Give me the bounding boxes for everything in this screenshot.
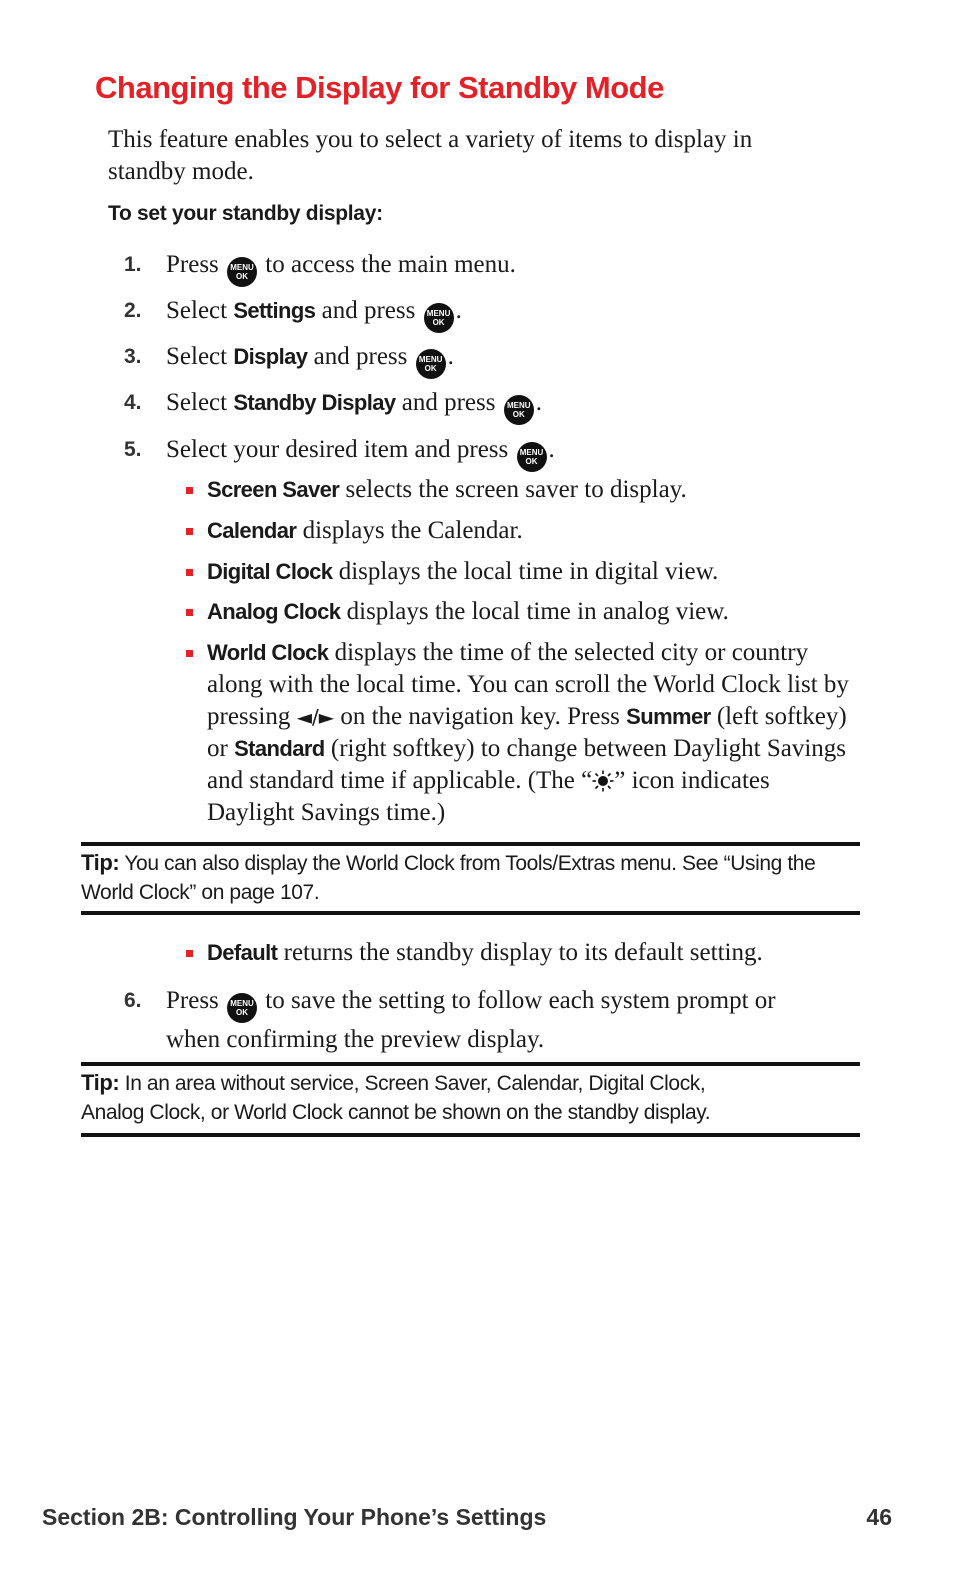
tip-box-2: Tip: In an area without service, Screen Saver, Calendar, Digital Clock, Analog Clock, or World Clock cannot be shown on the standby display. [81,1070,711,1124]
tip-bottom-rule [81,1133,860,1137]
nav-left-right-keys-icon: ◄/► [296,705,335,729]
menu-ok-key-icon: MENU OK [227,257,257,287]
procedure-heading: To set your standby display: [108,202,383,225]
step-number: 6. [124,989,142,1012]
bullet-square-icon [186,609,193,616]
step-number: 4. [124,391,142,414]
menu-ok-key-icon: MENU OK [424,303,454,333]
step-number: 3. [124,345,142,368]
tip-box-1: Tip: You can also display the World Clock from Tools/Extras menu. See “Using the World Clock” on page 107. [81,850,816,904]
bullet-square-icon [186,950,193,957]
tip-label: Tip: [81,850,120,875]
step-number: 1. [124,253,142,276]
bullet-square-icon [186,650,193,657]
page-number: 46 [866,1504,892,1530]
page-footer [42,1504,892,1531]
menu-item-name: Standby Display [233,390,396,415]
menu-item-name: Display [233,344,308,369]
menu-item-name: Settings [233,298,316,323]
bullet-square-icon [186,569,193,576]
tip-label: Tip: [81,1070,120,1095]
tip-top-rule [81,842,860,846]
menu-ok-key-icon: MENU OK [416,349,446,379]
menu-ok-key-icon: MENU OK [517,442,547,472]
step-number: 2. [124,299,142,322]
bullet-square-icon [186,528,193,535]
daylight-savings-sun-icon [592,770,614,792]
menu-ok-key-icon: MENU OK [504,395,534,425]
bullet-square-icon [186,487,193,494]
tip-bottom-rule [81,911,860,915]
intro-paragraph: This feature enables you to select a variety of items to display in standby mode. [108,126,753,185]
section-title: Section 2B: Controlling Your Phone’s Settings [42,1504,547,1530]
menu-ok-key-icon: MENU OK [227,993,257,1023]
step-number: 5. [124,438,142,461]
tip-top-rule [81,1062,860,1066]
page-title: Changing the Display for Standby Mode [95,70,664,105]
